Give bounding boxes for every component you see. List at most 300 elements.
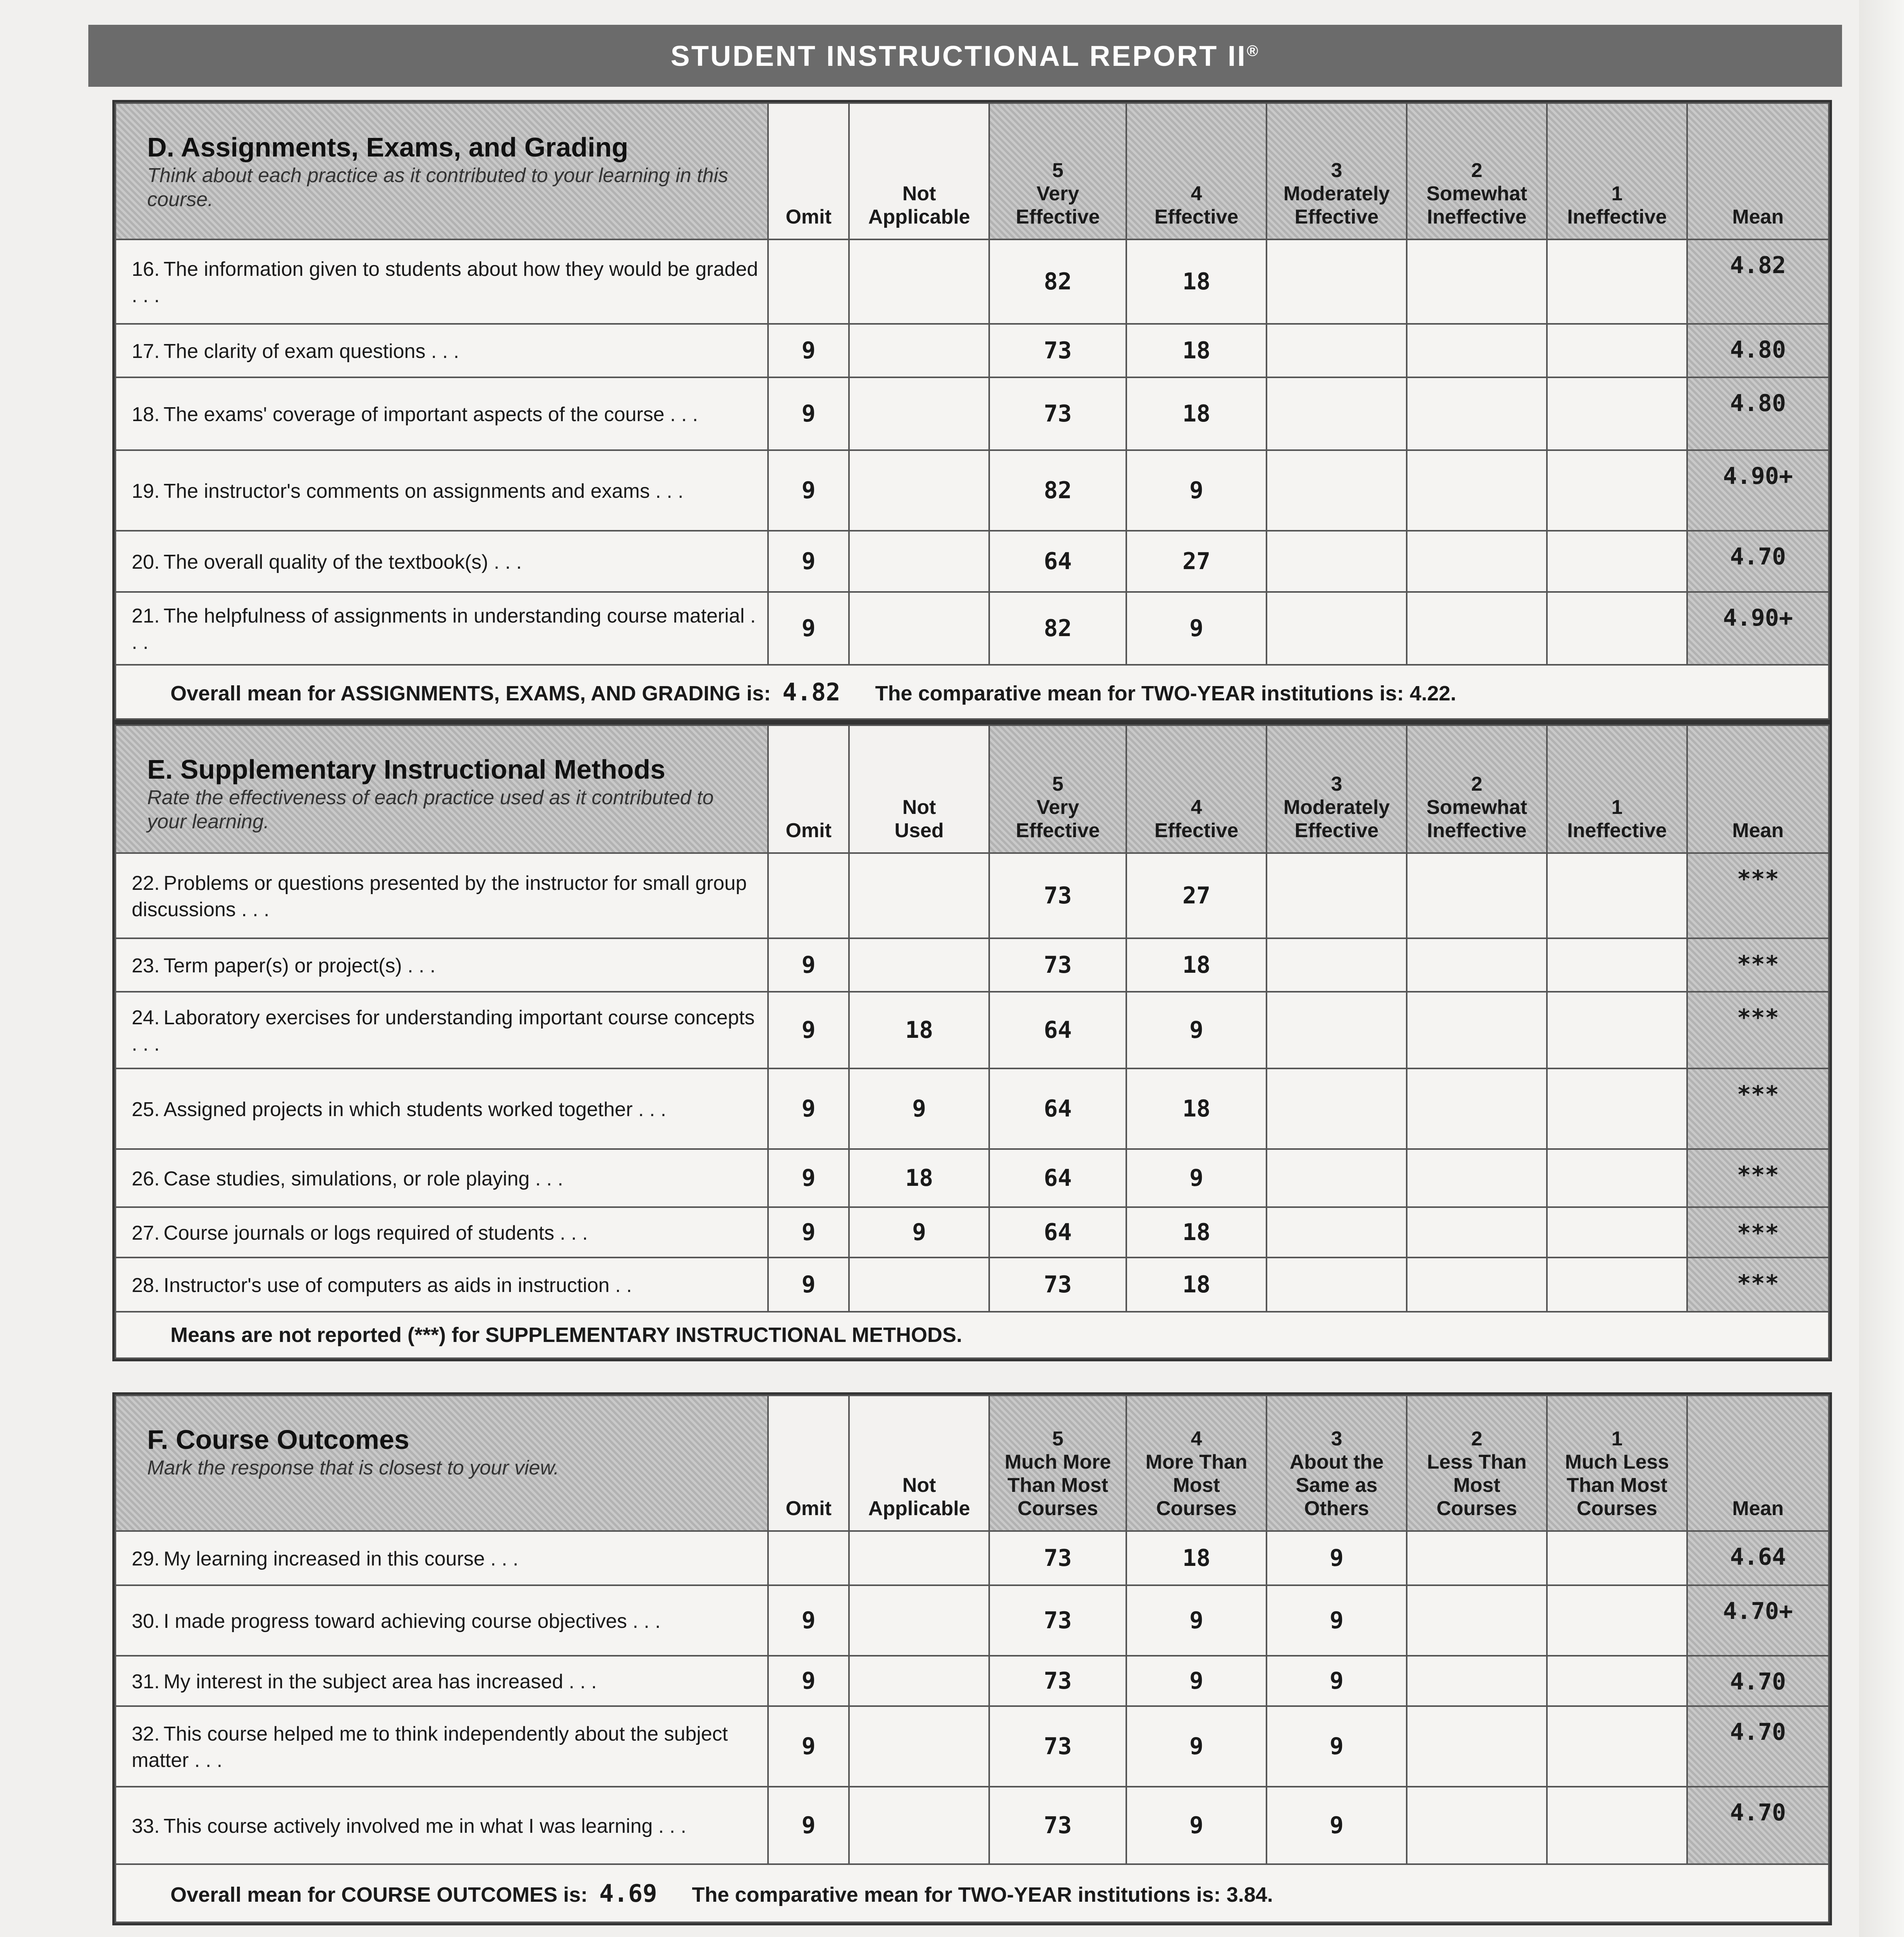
table-row xyxy=(115,1656,1829,1706)
percent-c2 xyxy=(1407,1706,1547,1787)
column-header xyxy=(1687,103,1829,239)
mean-value: 4.90+ xyxy=(1687,592,1829,665)
question-number: 17. xyxy=(132,340,160,363)
column-header-label: Not Applicable xyxy=(868,1474,970,1520)
percent-c1 xyxy=(1547,324,1687,377)
percent-c5: 73 xyxy=(989,377,1126,450)
question-number: 27. xyxy=(132,1222,160,1244)
mean-value: 4.90+ xyxy=(1687,450,1829,531)
column-header-label: Not Applicable xyxy=(868,182,970,228)
section-e xyxy=(112,722,1832,1361)
percent-c2 xyxy=(1407,1258,1547,1312)
percent-c2 xyxy=(1407,531,1547,592)
column-header-label: 3 Moderately Effective xyxy=(1283,773,1390,842)
percent-c1 xyxy=(1547,377,1687,450)
column-header-label: 5 Much More Than Most Courses xyxy=(1004,1428,1111,1520)
question-text: Problems or questions presented by the instructor for small group discussions . . . xyxy=(132,872,747,921)
percent-omit: 9 xyxy=(768,992,849,1068)
percent-c4: 18 xyxy=(1126,1068,1266,1149)
question-text: Assigned projects in which students worked together . . . xyxy=(163,1098,667,1121)
column-header-label: Mean xyxy=(1732,1497,1784,1520)
percent-c4: 27 xyxy=(1126,531,1266,592)
mean-value: 4.70 xyxy=(1687,1787,1829,1864)
overall-mean-row xyxy=(115,1312,1829,1358)
column-header xyxy=(1407,725,1547,853)
column-header xyxy=(1126,1395,1266,1531)
column-header xyxy=(1266,103,1407,239)
mean-value: *** xyxy=(1687,853,1829,938)
header-row xyxy=(115,725,1829,853)
question-number: 19. xyxy=(132,480,160,502)
percent-omit: 9 xyxy=(768,377,849,450)
percent-na xyxy=(849,592,989,665)
question-text: Laboratory exercises for understanding important course concepts . . . xyxy=(132,1006,755,1055)
overall-mean-row xyxy=(115,665,1829,719)
question-text: This course helped me to think independently about the subject matter . . . xyxy=(132,1723,728,1772)
mean-value: *** xyxy=(1687,1068,1829,1149)
table-row xyxy=(115,1787,1829,1864)
percent-na xyxy=(849,324,989,377)
question-number: 33. xyxy=(132,1815,160,1837)
overall-mean-row xyxy=(115,1864,1829,1922)
section-heading xyxy=(115,725,768,853)
percent-c2 xyxy=(1407,1656,1547,1706)
question-number: 22. xyxy=(132,872,160,895)
percent-c5: 64 xyxy=(989,1068,1126,1149)
question-cell xyxy=(115,1068,768,1149)
question-cell xyxy=(115,1656,768,1706)
column-header xyxy=(849,1395,989,1531)
question-number: 28. xyxy=(132,1274,160,1297)
column-header xyxy=(849,725,989,853)
percent-c2 xyxy=(1407,1531,1547,1585)
question-number: 20. xyxy=(132,551,160,573)
percent-c1 xyxy=(1547,1068,1687,1149)
question-number: 25. xyxy=(132,1098,160,1121)
section-instructions: Rate the effectiveness of each practice used as it contributed to your learning. xyxy=(147,786,714,833)
percent-c3: 9 xyxy=(1266,1585,1407,1656)
percent-c1 xyxy=(1547,1656,1687,1706)
percent-omit: 9 xyxy=(768,1258,849,1312)
column-header xyxy=(1687,725,1829,853)
question-text: I made progress toward achieving course objectives . . . xyxy=(163,1610,661,1633)
column-header xyxy=(989,103,1126,239)
percent-c5: 73 xyxy=(989,1258,1126,1312)
percent-c1 xyxy=(1547,531,1687,592)
question-cell xyxy=(115,1585,768,1656)
percent-na xyxy=(849,938,989,992)
percent-c3 xyxy=(1266,450,1407,531)
percent-c1 xyxy=(1547,1706,1687,1787)
section-title: E. Supplementary Instructional Methods xyxy=(147,754,665,784)
section-instructions: Mark the response that is closest to your view. xyxy=(147,1457,559,1479)
percent-na xyxy=(849,239,989,324)
section-table xyxy=(115,1395,1830,1923)
percent-omit xyxy=(768,1531,849,1585)
percent-c4: 18 xyxy=(1126,1207,1266,1258)
percent-c1 xyxy=(1547,1585,1687,1656)
percent-c3: 9 xyxy=(1266,1787,1407,1864)
percent-c3 xyxy=(1266,531,1407,592)
column-header-label: 2 Somewhat Ineffective xyxy=(1426,159,1528,228)
section-d xyxy=(112,100,1832,722)
column-header-label: 5 Very Effective xyxy=(1016,159,1100,228)
percent-c4: 9 xyxy=(1126,1706,1266,1787)
percent-na: 9 xyxy=(849,1207,989,1258)
question-text: The helpfulness of assignments in understanding course material . . . xyxy=(132,605,756,654)
mean-value: 4.80 xyxy=(1687,324,1829,377)
percent-omit: 9 xyxy=(768,1585,849,1656)
percent-c1 xyxy=(1547,239,1687,324)
section-table xyxy=(115,102,1830,720)
question-text: Term paper(s) or project(s) . . . xyxy=(163,955,436,977)
column-header-label: 2 Less Than Most Courses xyxy=(1427,1428,1527,1520)
percent-c4: 9 xyxy=(1126,992,1266,1068)
percent-omit: 9 xyxy=(768,938,849,992)
question-number: 30. xyxy=(132,1610,160,1633)
percent-c5: 64 xyxy=(989,1207,1126,1258)
percent-c5: 82 xyxy=(989,450,1126,531)
section-title: F. Course Outcomes xyxy=(147,1424,409,1455)
overall-mean-cell xyxy=(115,665,1829,719)
percent-na xyxy=(849,450,989,531)
percent-c3 xyxy=(1266,324,1407,377)
table-row xyxy=(115,853,1829,938)
percent-c4: 18 xyxy=(1126,377,1266,450)
table-row xyxy=(115,1706,1829,1787)
percent-c2 xyxy=(1407,1207,1547,1258)
percent-omit: 9 xyxy=(768,531,849,592)
question-cell xyxy=(115,938,768,992)
percent-omit xyxy=(768,239,849,324)
question-cell xyxy=(115,992,768,1068)
mean-value: 4.70+ xyxy=(1687,1585,1829,1656)
percent-c1 xyxy=(1547,1149,1687,1207)
percent-c2 xyxy=(1407,239,1547,324)
percent-omit xyxy=(768,853,849,938)
column-header-label: 2 Somewhat Ineffective xyxy=(1426,773,1528,842)
percent-omit: 9 xyxy=(768,1706,849,1787)
header-row xyxy=(115,103,1829,239)
header-row xyxy=(115,1395,1829,1531)
percent-na: 18 xyxy=(849,992,989,1068)
percent-c4: 9 xyxy=(1126,1149,1266,1207)
percent-c2 xyxy=(1407,324,1547,377)
table-row xyxy=(115,377,1829,450)
percent-c3 xyxy=(1266,1068,1407,1149)
column-header xyxy=(1547,1395,1687,1531)
mean-value: 4.70 xyxy=(1687,1656,1829,1706)
question-cell xyxy=(115,324,768,377)
percent-c4: 27 xyxy=(1126,853,1266,938)
percent-na xyxy=(849,1787,989,1864)
percent-c5: 64 xyxy=(989,992,1126,1068)
percent-na xyxy=(849,531,989,592)
percent-c3 xyxy=(1266,239,1407,324)
question-cell xyxy=(115,1207,768,1258)
section-heading xyxy=(115,1395,768,1531)
percent-c3 xyxy=(1266,938,1407,992)
section-table xyxy=(115,724,1830,1359)
percent-omit: 9 xyxy=(768,1787,849,1864)
table-row xyxy=(115,1068,1829,1149)
percent-c4: 18 xyxy=(1126,938,1266,992)
mean-value: *** xyxy=(1687,1258,1829,1312)
percent-c3 xyxy=(1266,1258,1407,1312)
percent-c5: 73 xyxy=(989,324,1126,377)
question-text: My learning increased in this course . . . xyxy=(163,1548,519,1570)
percent-c1 xyxy=(1547,938,1687,992)
overall-mean-label: Means are not reported (***) for SUPPLEMENTARY INSTRUCTIONAL METHODS. xyxy=(170,1323,962,1347)
percent-omit: 9 xyxy=(768,1068,849,1149)
percent-c5: 73 xyxy=(989,1531,1126,1585)
column-header-label: 4 Effective xyxy=(1154,182,1239,228)
column-header-label: Omit xyxy=(785,1497,832,1520)
percent-na xyxy=(849,377,989,450)
percent-c4: 18 xyxy=(1126,1531,1266,1585)
percent-c2 xyxy=(1407,592,1547,665)
percent-c2 xyxy=(1407,1149,1547,1207)
question-text: The clarity of exam questions . . . xyxy=(163,340,459,363)
mean-value: 4.82 xyxy=(1687,239,1829,324)
question-text: Course journals or logs required of students . . . xyxy=(163,1222,588,1244)
mean-value: *** xyxy=(1687,938,1829,992)
question-number: 16. xyxy=(132,258,160,280)
percent-c1 xyxy=(1547,1787,1687,1864)
percent-c2 xyxy=(1407,938,1547,992)
mean-value: *** xyxy=(1687,1207,1829,1258)
percent-c5: 73 xyxy=(989,938,1126,992)
mean-value: *** xyxy=(1687,992,1829,1068)
section-title: D. Assignments, Exams, and Grading xyxy=(147,132,629,162)
question-cell xyxy=(115,1149,768,1207)
page-edge xyxy=(1859,0,1904,1937)
percent-c3 xyxy=(1266,853,1407,938)
percent-c5: 73 xyxy=(989,853,1126,938)
percent-c3 xyxy=(1266,1207,1407,1258)
percent-c2 xyxy=(1407,992,1547,1068)
percent-c1 xyxy=(1547,1531,1687,1585)
comparative-mean: The comparative mean for TWO-YEAR institutions is: 3.84. xyxy=(692,1883,1273,1906)
mean-value: 4.80 xyxy=(1687,377,1829,450)
table-row xyxy=(115,938,1829,992)
column-header xyxy=(1687,1395,1829,1531)
percent-c1 xyxy=(1547,592,1687,665)
column-header-label: 3 Moderately Effective xyxy=(1283,159,1390,228)
column-header-label: 4 Effective xyxy=(1154,796,1239,842)
table-row xyxy=(115,1207,1829,1258)
question-cell xyxy=(115,1258,768,1312)
percent-c4: 9 xyxy=(1126,1585,1266,1656)
table-row xyxy=(115,1258,1829,1312)
question-text: The instructor's comments on assignments and exams . . . xyxy=(163,480,684,502)
question-number: 21. xyxy=(132,605,160,627)
column-header-label: 4 More Than Most Courses xyxy=(1145,1428,1248,1520)
percent-c3 xyxy=(1266,1149,1407,1207)
question-cell xyxy=(115,592,768,665)
percent-c1 xyxy=(1547,992,1687,1068)
overall-mean-label: Overall mean for COURSE OUTCOMES is: xyxy=(170,1883,588,1906)
question-cell xyxy=(115,450,768,531)
percent-c2 xyxy=(1407,1585,1547,1656)
question-text: This course actively involved me in what I was learning . . . xyxy=(163,1815,686,1837)
column-header-label: Not Used xyxy=(894,796,944,842)
percent-c4: 18 xyxy=(1126,324,1266,377)
percent-c5: 73 xyxy=(989,1656,1126,1706)
table-row xyxy=(115,1585,1829,1656)
question-number: 32. xyxy=(132,1723,160,1745)
question-number: 18. xyxy=(132,403,160,426)
question-cell xyxy=(115,1531,768,1585)
question-text: Case studies, simulations, or role playing . . . xyxy=(163,1168,564,1190)
question-cell xyxy=(115,1787,768,1864)
column-header-label: 1 Ineffective xyxy=(1567,182,1667,228)
percent-omit: 9 xyxy=(768,450,849,531)
percent-c3 xyxy=(1266,992,1407,1068)
percent-omit: 9 xyxy=(768,324,849,377)
column-header-label: 1 Much Less Than Most Courses xyxy=(1565,1428,1669,1520)
percent-c5: 64 xyxy=(989,531,1126,592)
column-header xyxy=(1547,103,1687,239)
report-title-text: STUDENT INSTRUCTIONAL REPORT II xyxy=(670,40,1247,72)
percent-c2 xyxy=(1407,450,1547,531)
percent-na: 9 xyxy=(849,1068,989,1149)
percent-c3: 9 xyxy=(1266,1656,1407,1706)
overall-mean-cell xyxy=(115,1864,1829,1922)
report-banner xyxy=(88,25,1842,87)
table-row xyxy=(115,592,1829,665)
mean-value: 4.70 xyxy=(1687,531,1829,592)
percent-omit: 9 xyxy=(768,592,849,665)
question-number: 29. xyxy=(132,1548,160,1570)
table-row xyxy=(115,1531,1829,1585)
percent-c5: 82 xyxy=(989,239,1126,324)
percent-c5: 82 xyxy=(989,592,1126,665)
percent-c4: 9 xyxy=(1126,450,1266,531)
percent-c4: 9 xyxy=(1126,1656,1266,1706)
section-heading xyxy=(115,103,768,239)
question-text: The exams' coverage of important aspects of the course . . . xyxy=(163,403,698,426)
column-header xyxy=(989,725,1126,853)
percent-c4: 9 xyxy=(1126,592,1266,665)
percent-na xyxy=(849,1585,989,1656)
overall-mean-value: 4.69 xyxy=(599,1879,657,1908)
mean-value: 4.70 xyxy=(1687,1706,1829,1787)
table-row xyxy=(115,1149,1829,1207)
question-text: My interest in the subject area has increased . . . xyxy=(163,1670,597,1693)
table-row xyxy=(115,531,1829,592)
percent-na xyxy=(849,1258,989,1312)
question-text: The information given to students about how they would be graded . . . xyxy=(132,258,758,307)
table-row xyxy=(115,992,1829,1068)
percent-c3 xyxy=(1266,377,1407,450)
percent-na xyxy=(849,1706,989,1787)
column-header xyxy=(989,1395,1126,1531)
percent-c5: 64 xyxy=(989,1149,1126,1207)
percent-c2 xyxy=(1407,853,1547,938)
column-header-label: Mean xyxy=(1732,819,1784,842)
percent-omit: 9 xyxy=(768,1149,849,1207)
registered-mark: ® xyxy=(1247,42,1260,59)
question-number: 26. xyxy=(132,1168,160,1190)
percent-c3: 9 xyxy=(1266,1531,1407,1585)
percent-c4: 9 xyxy=(1126,1787,1266,1864)
percent-c1 xyxy=(1547,853,1687,938)
percent-c5: 73 xyxy=(989,1585,1126,1656)
column-header xyxy=(1126,103,1266,239)
column-header xyxy=(1266,725,1407,853)
percent-c3: 9 xyxy=(1266,1706,1407,1787)
question-cell xyxy=(115,239,768,324)
percent-c3 xyxy=(1266,592,1407,665)
column-header-label: 3 About the Same as Others xyxy=(1289,1428,1384,1520)
column-header xyxy=(1547,725,1687,853)
column-header-label: Omit xyxy=(785,819,832,842)
comparative-mean: The comparative mean for TWO-YEAR institutions is: 4.22. xyxy=(875,681,1456,705)
column-header-label: Mean xyxy=(1732,206,1784,228)
percent-c1 xyxy=(1547,1258,1687,1312)
percent-c2 xyxy=(1407,1068,1547,1149)
column-header xyxy=(1407,103,1547,239)
question-cell xyxy=(115,853,768,938)
column-header xyxy=(768,725,849,853)
percent-na xyxy=(849,853,989,938)
percent-na xyxy=(849,1656,989,1706)
column-header xyxy=(768,103,849,239)
percent-omit: 9 xyxy=(768,1207,849,1258)
report-title xyxy=(670,40,1260,72)
question-text: Instructor's use of computers as aids in instruction . . xyxy=(163,1274,632,1297)
column-header-label: 1 Ineffective xyxy=(1567,796,1667,842)
question-cell xyxy=(115,1706,768,1787)
column-header-label: Omit xyxy=(785,206,832,228)
column-header xyxy=(768,1395,849,1531)
question-number: 24. xyxy=(132,1006,160,1029)
question-cell xyxy=(115,531,768,592)
column-header xyxy=(1266,1395,1407,1531)
column-header xyxy=(1407,1395,1547,1531)
question-cell xyxy=(115,377,768,450)
overall-mean-cell xyxy=(115,1312,1829,1358)
overall-mean-value: 4.82 xyxy=(782,678,840,706)
table-row xyxy=(115,239,1829,324)
question-number: 31. xyxy=(132,1670,160,1693)
table-row xyxy=(115,324,1829,377)
percent-c4: 18 xyxy=(1126,1258,1266,1312)
percent-na xyxy=(849,1531,989,1585)
percent-omit: 9 xyxy=(768,1656,849,1706)
percent-c2 xyxy=(1407,1787,1547,1864)
overall-mean-label: Overall mean for ASSIGNMENTS, EXAMS, AND GRADING is: xyxy=(170,681,771,705)
column-header-label: 5 Very Effective xyxy=(1016,773,1100,842)
percent-c4: 18 xyxy=(1126,239,1266,324)
section-f xyxy=(112,1392,1832,1925)
mean-value: *** xyxy=(1687,1149,1829,1207)
percent-c1 xyxy=(1547,1207,1687,1258)
percent-na: 18 xyxy=(849,1149,989,1207)
percent-c5: 73 xyxy=(989,1706,1126,1787)
percent-c5: 73 xyxy=(989,1787,1126,1864)
percent-c1 xyxy=(1547,450,1687,531)
section-instructions: Think about each practice as it contributed to your learning in this course. xyxy=(147,164,729,211)
column-header xyxy=(1126,725,1266,853)
mean-value: 4.64 xyxy=(1687,1531,1829,1585)
column-header xyxy=(849,103,989,239)
table-row xyxy=(115,450,1829,531)
question-number: 23. xyxy=(132,955,160,977)
percent-c2 xyxy=(1407,377,1547,450)
question-text: The overall quality of the textbook(s) . . . xyxy=(163,551,522,573)
